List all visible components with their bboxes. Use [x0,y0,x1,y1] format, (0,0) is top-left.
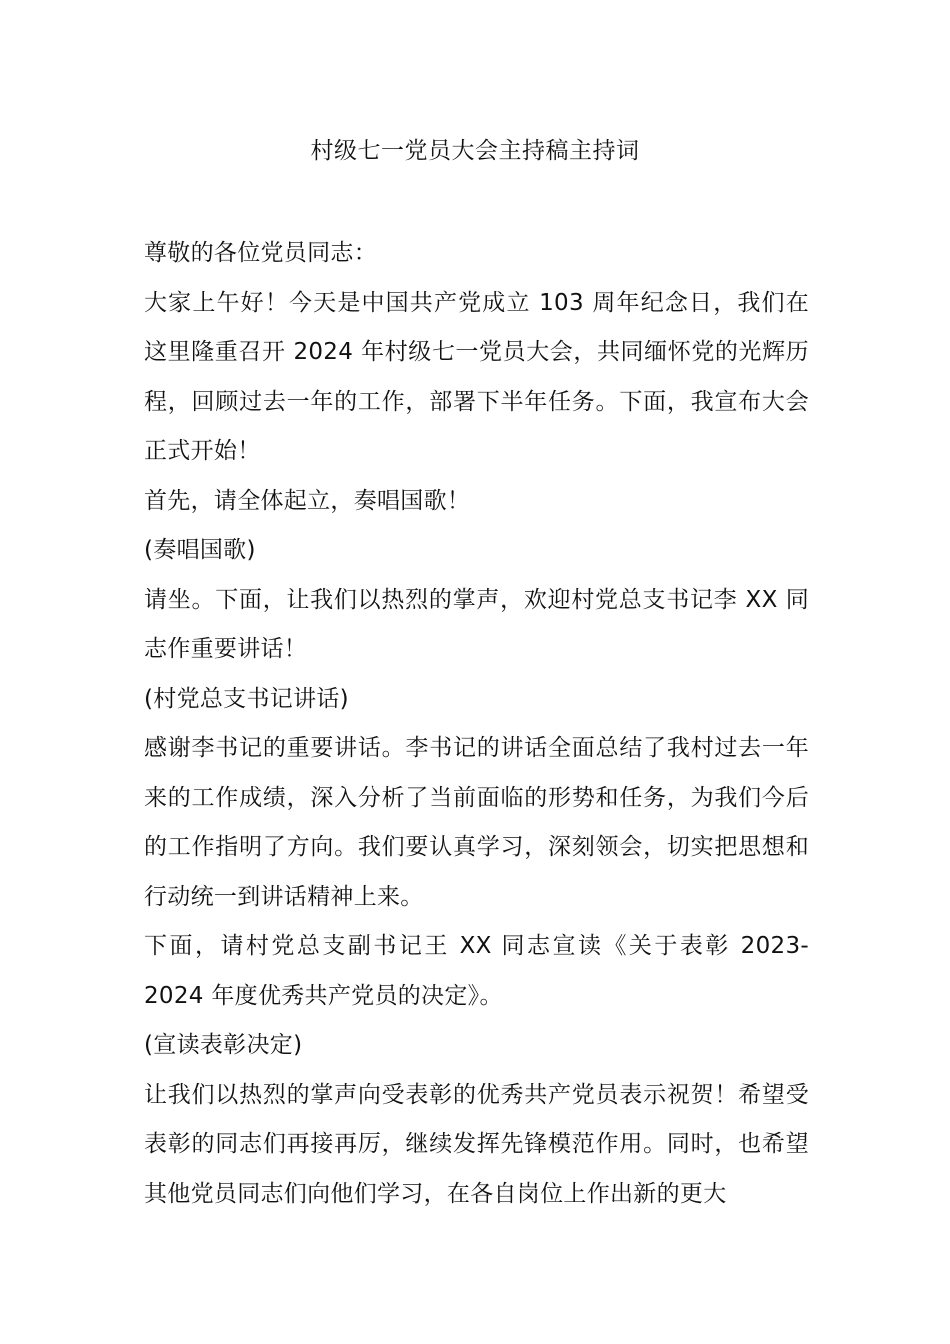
paragraph-salutation: 尊敬的各位党员同志： [144,240,377,266]
paragraph-decision-invite: 下面，请村党总支副书记王 XX 同志宣读《关于表彰 2023-2024 年度优秀共产党员的决定》。 [144,933,809,1009]
paragraph-stage-note-decision: (宣读表彰决定) [144,1032,303,1058]
paragraph-anthem-call: 首先，请全体起立，奏唱国歌！ [144,487,471,514]
paragraph-secretary-invite: 请坐。下面，让我们以热烈的掌声，欢迎村党总支书记李 XX 同志作重要讲话！ [144,586,809,662]
paragraph-stage-note-speech: (村党总支书记讲话) [144,685,349,712]
paragraph-stage-note-anthem: (奏唱国歌) [144,537,256,563]
paragraph-speech-summary: 感谢李书记的重要讲话。李书记的讲话全面总结了我村过去一年来的工作成绩，深入分析了当前面临的形势和任务，为我们今后的工作指明了方向。我们要认真学习，深刻领会，切实把思想和行动统一到讲话精神上来。 [144,735,809,910]
document-title: 村级七一党员大会主持稿主持词 [310,138,640,164]
document-body [144,229,809,1219]
paragraph-opening: 大家上午好！今天是中国共产党成立 103 周年纪念日，我们在这里隆重召开 2024 年村级七一党员大会，共同缅怀党的光辉历程，回顾过去一年的工作，部署下半年任务。下面，我宣布大会正式开始！ [144,289,809,464]
paragraph-congratulations: 让我们以热烈的掌声向受表彰的优秀共产党员表示祝贺！希望受表彰的同志们再接再厉，继续发挥先锋模范作用。同时，也希望其他党员同志们向他们学习，在各自岗位上作出新的更大 [144,1081,809,1207]
